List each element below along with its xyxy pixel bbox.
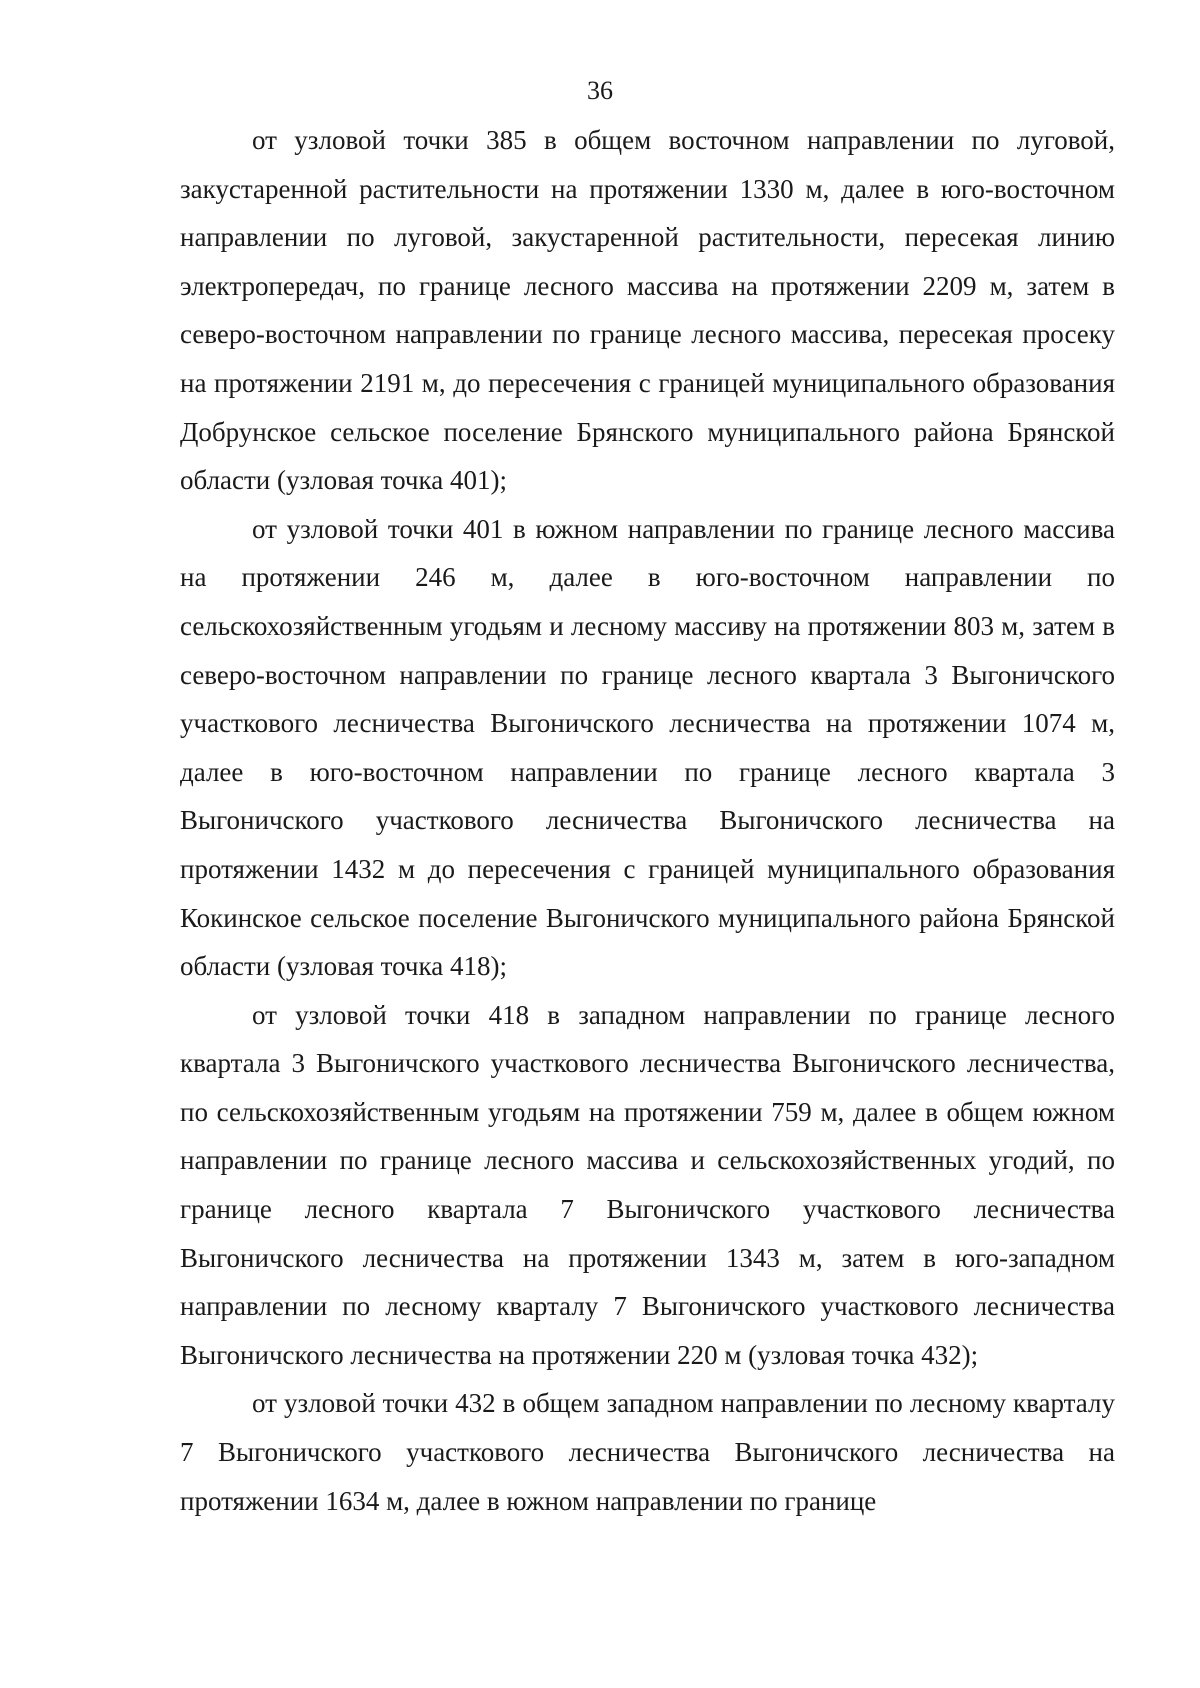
page-number: 36 bbox=[587, 76, 613, 105]
paragraph-boundary-401-418: от узловой точки 401 в южном направлении по границе лесного массива на протяжении 246 м, далее в юго-восточном направлении по сельскохозяйственным угодьям и лесному массиву на протяжении 803 м, затем в северо-восточном направлении по границе лесного квартала 3 Выгоничского участкового лесничества Выгоничского лесничества на протяжении 1074 м, далее в юго-восточном направлении по границе лесного квартала 3 Выгоничского участкового лесничества Выгоничского лесничества на протяжении 1432 м до пересечения с границей муниципального образования Кокинское сельское поселение Выгоничского муниципального района Брянской области (узловая точка 418); bbox=[180, 513, 1115, 982]
body-text bbox=[180, 116, 1115, 1525]
paragraph-boundary-418-432: от узловой точки 418 в западном направлении по границе лесного квартала 3 Выгоничского участкового лесничества Выгоничского лесничества, по сельскохозяйственным угодьям на протяжении 759 м, далее в общем южном направлении по границе лесного массива и сельскохозяйственных угодий, по границе лесного квартала 7 Выгоничского участкового лесничества Выгоничского лесничества на протяжении 1343 м, затем в юго-западном направлении по лесному кварталу 7 Выгоничского участкового лесничества Выгоничского лесничества на протяжении 220 м (узловая точка 432); bbox=[180, 999, 1115, 1370]
paragraph-boundary-385-401: от узловой точки 385 в общем восточном направлении по луговой, закустаренной растительности на протяжении 1330 м, далее в юго-восточном направлении по луговой, закустаренной растительности, пересекая линию электропередач, по границе лесного массива на протяжении 2209 м, затем в северо-восточном направлении по границе лесного массива, пересекая просеку на протяжении 2191 м, до пересечения с границей муниципального образования Добрунское сельское поселение Брянского муниципального района Брянской области (узловая точка 401); bbox=[180, 125, 1115, 496]
paragraph-boundary-432-continued: от узловой точки 432 в общем западном направлении по лесному кварталу 7 Выгоничского участкового лесничества Выгоничского лесничества на протяжении 1634 м, далее в южном направлении по границе bbox=[180, 1388, 1115, 1516]
